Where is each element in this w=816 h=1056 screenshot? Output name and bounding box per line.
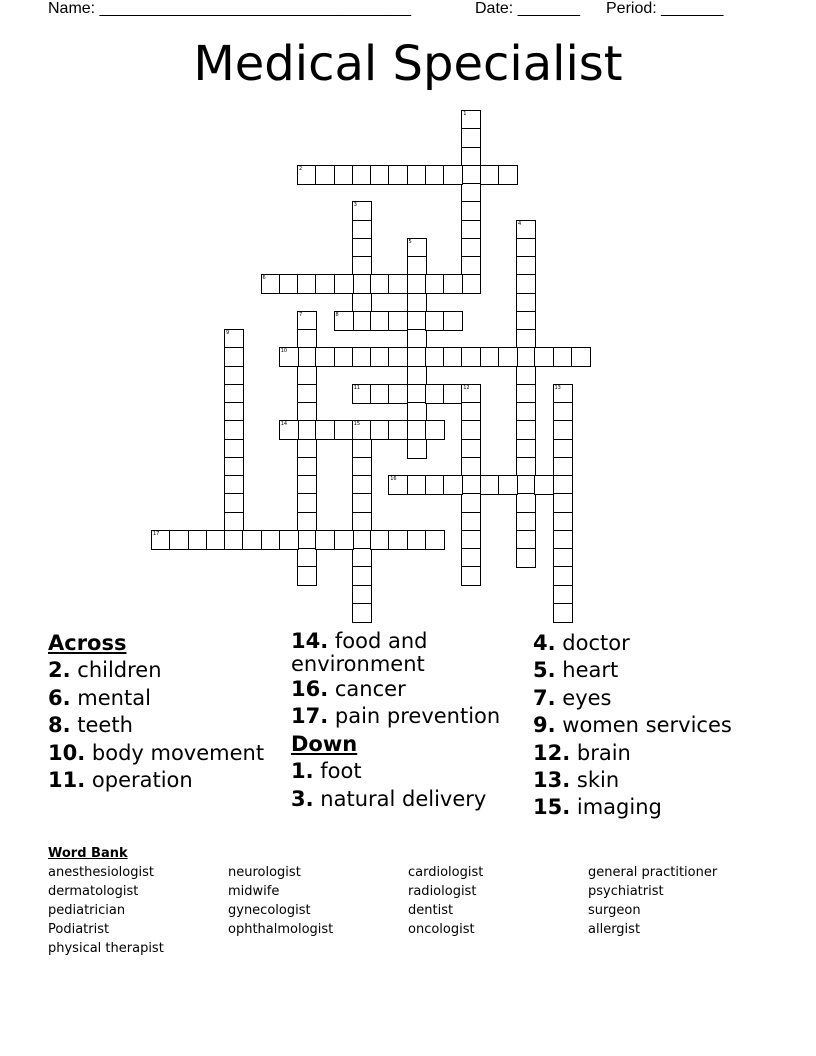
- crossword-cell[interactable]: [461, 147, 481, 167]
- crossword-cell[interactable]: [461, 512, 481, 532]
- crossword-cell[interactable]: [553, 402, 573, 422]
- crossword-cell[interactable]: [297, 530, 317, 550]
- crossword-cell[interactable]: [407, 238, 427, 258]
- word-bank-item: general practitioner: [588, 865, 718, 880]
- word-bank-item: cardiologist: [408, 865, 484, 880]
- word-bank-item: gynecologist: [228, 903, 311, 918]
- crossword-cell[interactable]: [407, 256, 427, 276]
- crossword-cell[interactable]: [516, 475, 536, 495]
- crossword-cell[interactable]: [425, 530, 445, 550]
- crossword-cell[interactable]: [352, 493, 372, 513]
- crossword-cell[interactable]: [315, 165, 335, 185]
- crossword-cell[interactable]: [443, 165, 463, 185]
- cell-number: 2: [299, 165, 303, 172]
- cell-number: 14: [280, 421, 288, 428]
- crossword-cell[interactable]: [224, 347, 244, 367]
- crossword-cell[interactable]: [388, 420, 408, 440]
- crossword-cell[interactable]: [407, 384, 427, 404]
- crossword-cell[interactable]: [206, 530, 226, 550]
- crossword-cell[interactable]: [461, 183, 481, 203]
- crossword-cell[interactable]: [461, 201, 481, 221]
- crossword-cell[interactable]: [461, 493, 481, 513]
- clue-down-9: 9. women services: [533, 713, 732, 738]
- crossword-cell[interactable]: [407, 293, 427, 313]
- period-field-label: Period: _______: [606, 0, 724, 17]
- clue-across-10: 10. body movement: [48, 740, 265, 765]
- crossword-cell[interactable]: [534, 347, 554, 367]
- across-heading: Across: [48, 631, 127, 655]
- crossword-cell[interactable]: [334, 347, 354, 367]
- crossword-cell[interactable]: [443, 311, 463, 331]
- crossword-cell[interactable]: [352, 384, 372, 404]
- crossword-cell[interactable]: [553, 475, 573, 495]
- crossword-cell[interactable]: [516, 420, 536, 440]
- crossword-cell[interactable]: [352, 439, 372, 459]
- crossword-cell[interactable]: [553, 347, 573, 367]
- crossword-cell[interactable]: [297, 347, 317, 367]
- word-bank-item: dentist: [408, 903, 454, 918]
- crossword-cell[interactable]: [297, 457, 317, 477]
- crossword-cell[interactable]: [352, 347, 372, 367]
- crossword-cell[interactable]: [370, 384, 390, 404]
- crossword-cell[interactable]: [571, 347, 591, 367]
- crossword-cell[interactable]: [388, 530, 408, 550]
- crossword-cell[interactable]: [224, 512, 244, 532]
- crossword-cell[interactable]: [461, 475, 481, 495]
- crossword-cell[interactable]: [224, 366, 244, 386]
- word-bank-item: Podiatrist: [48, 922, 110, 937]
- crossword-cell[interactable]: [297, 566, 317, 586]
- crossword-cell[interactable]: [388, 311, 408, 331]
- crossword-cell[interactable]: [224, 493, 244, 513]
- crossword-cell[interactable]: [443, 475, 463, 495]
- crossword-cell[interactable]: [461, 110, 481, 130]
- crossword-cell[interactable]: [498, 347, 518, 367]
- crossword-cell[interactable]: [315, 420, 335, 440]
- crossword-cell[interactable]: [425, 165, 445, 185]
- crossword-cell[interactable]: [388, 165, 408, 185]
- crossword-cell[interactable]: [407, 347, 427, 367]
- crossword-cell[interactable]: [388, 347, 408, 367]
- crossword-cell[interactable]: [242, 530, 262, 550]
- crossword-cell[interactable]: [334, 530, 354, 550]
- crossword-cell[interactable]: [407, 439, 427, 459]
- cell-number: 1: [463, 111, 467, 117]
- crossword-cell[interactable]: [461, 274, 481, 294]
- crossword-cell[interactable]: [334, 274, 354, 294]
- crossword-cell[interactable]: [315, 347, 335, 367]
- crossword-cell[interactable]: [297, 439, 317, 459]
- page-title: Medical Specialist: [193, 36, 623, 92]
- word-bank-item: neurologist: [228, 865, 301, 880]
- word-bank-column-3: [408, 863, 588, 939]
- crossword-cell[interactable]: [334, 420, 354, 440]
- crossword-cell[interactable]: [352, 274, 372, 294]
- crossword-cell[interactable]: [516, 384, 536, 404]
- clue-down-15: 15. imaging: [533, 795, 662, 820]
- crossword-cell[interactable]: [352, 220, 372, 240]
- clue-down-3: 3. natural delivery: [291, 786, 487, 811]
- crossword-cell[interactable]: [461, 566, 481, 586]
- crossword-cell[interactable]: [443, 347, 463, 367]
- crossword-cell[interactable]: [498, 165, 518, 185]
- crossword-cell[interactable]: [553, 566, 573, 586]
- crossword-cell[interactable]: [516, 238, 536, 258]
- crossword-cell[interactable]: [461, 220, 481, 240]
- crossword-cell[interactable]: [461, 128, 481, 148]
- crossword-cell[interactable]: [443, 384, 463, 404]
- cell-number: 6: [262, 275, 266, 282]
- crossword-cell[interactable]: [461, 238, 481, 258]
- word-bank: [48, 844, 788, 956]
- crossword-cell[interactable]: [516, 220, 536, 240]
- crossword-cell[interactable]: [352, 530, 372, 550]
- crossword-cell[interactable]: [370, 274, 390, 294]
- crossword-cell[interactable]: [352, 475, 372, 495]
- crossword-cell[interactable]: [224, 457, 244, 477]
- crossword-cell[interactable]: [352, 420, 372, 440]
- crossword-cell[interactable]: [407, 274, 427, 294]
- crossword-cell[interactable]: [352, 311, 372, 331]
- word-bank-item: dermatologist: [48, 884, 139, 899]
- cell-number: 17: [153, 530, 160, 537]
- clue-across-8: 8. teeth: [48, 713, 133, 738]
- crossword-cell[interactable]: [224, 402, 244, 422]
- crossword-cell[interactable]: [425, 347, 445, 367]
- crossword-cell[interactable]: [352, 293, 372, 313]
- crossword-cell[interactable]: [516, 439, 536, 459]
- crossword-cell[interactable]: [297, 274, 317, 294]
- word-bank-item: allergist: [588, 922, 641, 937]
- crossword-cell[interactable]: [169, 530, 189, 550]
- crossword-cell[interactable]: [461, 402, 481, 422]
- crossword-cell[interactable]: [352, 201, 372, 221]
- crossword-cell[interactable]: [315, 274, 335, 294]
- crossword-cell[interactable]: [425, 475, 445, 495]
- crossword-cell[interactable]: [516, 366, 536, 386]
- crossword-cell[interactable]: [261, 530, 281, 550]
- crossword-cell[interactable]: [334, 311, 354, 331]
- clue-down-13: 13. skin: [533, 768, 620, 793]
- clue-across-2: 2. children: [48, 658, 162, 683]
- crossword-cell[interactable]: [480, 475, 500, 495]
- cell-number: 3: [353, 202, 357, 209]
- crossword-cell[interactable]: [498, 475, 518, 495]
- crossword-cell[interactable]: [224, 329, 244, 349]
- crossword-cell[interactable]: [297, 475, 317, 495]
- word-bank-item: pediatrician: [48, 903, 126, 918]
- crossword-cell[interactable]: [553, 512, 573, 532]
- crossword-cell[interactable]: [352, 548, 372, 568]
- crossword-cell[interactable]: [553, 493, 573, 513]
- crossword-cell[interactable]: [425, 420, 445, 440]
- cell-number: 8: [335, 311, 339, 318]
- clue-column-1: [48, 630, 288, 794]
- crossword-cell[interactable]: [297, 548, 317, 568]
- cell-number: 16: [390, 476, 397, 482]
- crossword-cell[interactable]: [370, 165, 390, 185]
- word-bank-item: oncologist: [408, 922, 475, 937]
- crossword-cell[interactable]: [334, 165, 354, 185]
- crossword-cell[interactable]: [261, 274, 281, 294]
- clue-across-14: 14. food and environment: [291, 629, 435, 676]
- crossword-cell[interactable]: [188, 530, 208, 550]
- crossword-cell[interactable]: [352, 512, 372, 532]
- crossword-cell[interactable]: [461, 439, 481, 459]
- word-bank-item: midwife: [228, 884, 280, 899]
- crossword-cell[interactable]: [461, 347, 481, 367]
- crossword-cell[interactable]: [516, 493, 536, 513]
- cell-number: 12: [463, 384, 470, 391]
- crossword-cell[interactable]: [297, 329, 317, 349]
- crossword-cell[interactable]: [352, 165, 372, 185]
- crossword-cell[interactable]: [534, 475, 554, 495]
- crossword-cell[interactable]: [352, 566, 372, 586]
- word-bank-title: Word Bank: [48, 846, 128, 861]
- cell-number: 11: [353, 384, 361, 391]
- crossword-cell[interactable]: [224, 384, 244, 404]
- crossword-cell[interactable]: [279, 420, 299, 440]
- crossword-cell[interactable]: [407, 530, 427, 550]
- crossword-cell[interactable]: [370, 347, 390, 367]
- crossword-cell[interactable]: [461, 420, 481, 440]
- crossword-cell[interactable]: [407, 311, 427, 331]
- clue-down-1: 1. foot: [291, 759, 362, 784]
- word-bank-item: physical therapist: [48, 941, 164, 956]
- clue-across-17: 17. pain prevention: [291, 704, 501, 729]
- crossword-cell[interactable]: [516, 530, 536, 550]
- crossword-cell[interactable]: [352, 603, 372, 623]
- clue-column-3: [533, 630, 783, 822]
- crossword-cell[interactable]: [297, 512, 317, 532]
- crossword-cell[interactable]: [279, 274, 299, 294]
- crossword-cell[interactable]: [461, 384, 481, 404]
- clue-down-7: 7. eyes: [533, 685, 612, 710]
- word-bank-item: psychiatrist: [588, 884, 664, 899]
- crossword-cell[interactable]: [224, 439, 244, 459]
- crossword-cell[interactable]: [516, 329, 536, 349]
- crossword-cell[interactable]: [516, 274, 536, 294]
- crossword-cell[interactable]: [425, 311, 445, 331]
- crossword-cell[interactable]: [407, 475, 427, 495]
- clue-column-2: [291, 630, 526, 813]
- crossword-cell[interactable]: [279, 347, 299, 367]
- crossword-cell[interactable]: [553, 420, 573, 440]
- crossword-cell[interactable]: [224, 475, 244, 495]
- crossword-cell[interactable]: [297, 384, 317, 404]
- clue-across-6: 6. mental: [48, 685, 151, 710]
- crossword-cell[interactable]: [480, 347, 500, 367]
- word-bank-item: surgeon: [588, 903, 641, 918]
- crossword-cell[interactable]: [352, 256, 372, 276]
- cell-number: 4: [518, 220, 522, 227]
- clue-down-4: 4. doctor: [533, 631, 630, 655]
- crossword-cell[interactable]: [516, 311, 536, 331]
- crossword-cell[interactable]: [461, 256, 481, 276]
- crossword-cell[interactable]: [443, 274, 463, 294]
- crossword-cell[interactable]: [461, 165, 481, 185]
- crossword-cell[interactable]: [516, 548, 536, 568]
- crossword-cell[interactable]: [461, 457, 481, 477]
- word-bank-item: anesthesiologist: [48, 865, 154, 880]
- word-bank-column-1: [48, 863, 228, 958]
- crossword-cell[interactable]: [224, 420, 244, 440]
- crossword-cell[interactable]: [388, 274, 408, 294]
- crossword-cell[interactable]: [516, 293, 536, 313]
- clue-across-16: 16. cancer: [291, 677, 406, 701]
- crossword-cell[interactable]: [297, 165, 317, 185]
- crossword-cell[interactable]: [388, 384, 408, 404]
- crossword-cell[interactable]: [516, 256, 536, 276]
- crossword-cell[interactable]: [553, 585, 573, 605]
- crossword-cell[interactable]: [370, 311, 390, 331]
- cell-number: 15: [353, 421, 361, 428]
- crossword-cell[interactable]: [297, 493, 317, 513]
- crossword-cell[interactable]: [370, 530, 390, 550]
- crossword-cell[interactable]: [407, 329, 427, 349]
- crossword-cell[interactable]: [553, 439, 573, 459]
- crossword-cell[interactable]: [297, 311, 317, 331]
- word-bank-column-4: [588, 863, 768, 939]
- word-bank-column-2: [228, 863, 408, 939]
- crossword-cell[interactable]: [407, 165, 427, 185]
- crossword-cell[interactable]: [553, 548, 573, 568]
- crossword-cell[interactable]: [352, 585, 372, 605]
- crossword-cell[interactable]: [553, 384, 573, 404]
- crossword-cell[interactable]: [352, 238, 372, 258]
- crossword-cell[interactable]: [151, 530, 171, 550]
- clue-down-5: 5. heart: [533, 658, 619, 683]
- crossword-cell[interactable]: [224, 530, 244, 550]
- crossword-cell[interactable]: [553, 530, 573, 550]
- crossword-cell[interactable]: [516, 347, 536, 367]
- crossword-cell[interactable]: [425, 274, 445, 294]
- crossword-cell[interactable]: [297, 402, 317, 422]
- crossword-cell[interactable]: [279, 530, 299, 550]
- crossword-cell[interactable]: [407, 420, 427, 440]
- name-field-label: Name: ___________________________________: [48, 0, 412, 17]
- crossword-cell[interactable]: [315, 530, 335, 550]
- crossword-cell[interactable]: [516, 402, 536, 422]
- crossword-cell[interactable]: [461, 548, 481, 568]
- crossword-cell[interactable]: [480, 165, 500, 185]
- clue-across-11: 11. operation: [48, 768, 193, 793]
- cell-number: 9: [226, 330, 230, 336]
- crossword-cell[interactable]: [461, 530, 481, 550]
- crossword-cell[interactable]: [553, 603, 573, 623]
- crossword-cell[interactable]: [516, 457, 536, 477]
- cell-number: 13: [554, 384, 561, 391]
- word-bank-item: ophthalmologist: [228, 922, 334, 937]
- crossword-cell[interactable]: [553, 457, 573, 477]
- cell-number: 5: [408, 238, 412, 245]
- clue-down-12: 12. brain: [533, 740, 631, 765]
- cell-number: 7: [299, 311, 303, 318]
- date-field-label: Date: _______: [475, 0, 580, 17]
- word-bank-item: radiologist: [408, 884, 477, 899]
- crossword-cell[interactable]: [516, 512, 536, 532]
- crossword-cell[interactable]: [370, 420, 390, 440]
- crossword-cell[interactable]: [407, 366, 427, 386]
- crossword-cell[interactable]: [297, 420, 317, 440]
- crossword-cell[interactable]: [407, 402, 427, 422]
- crossword-cell[interactable]: [425, 384, 445, 404]
- cell-number: 10: [280, 348, 288, 355]
- crossword-cell[interactable]: [297, 366, 317, 386]
- crossword-cell[interactable]: [388, 475, 408, 495]
- crossword-cell[interactable]: [352, 457, 372, 477]
- down-heading: Down: [291, 731, 358, 756]
